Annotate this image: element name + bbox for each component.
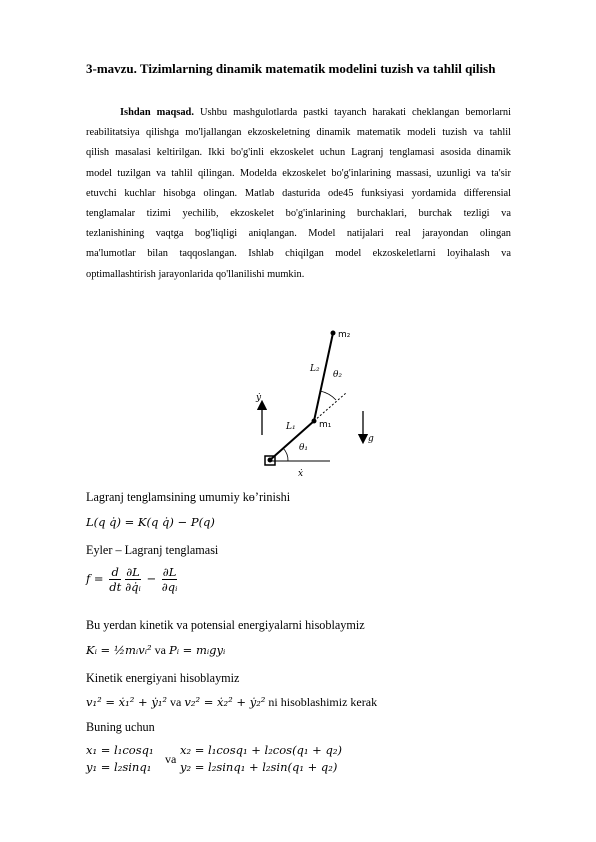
paragraph-line: model tuzilgan va tahlil qilingan. Modelda ekzoskelet bo'g'inlarining massasi, uzunligi va ta'sir <box>86 167 511 179</box>
lagrange-general-heading: Lagranj tenglamsining umumiy kө’rinishi <box>86 490 291 504</box>
label-theta2: θ₂ <box>333 370 343 380</box>
conjunction: va <box>165 752 177 766</box>
mass-1 <box>312 419 317 424</box>
energy-formulas <box>86 643 225 658</box>
paragraph-line: tezlanishining vaqtga bog'liqligi aniqlangan. Model natijalari real jarayondan olingan <box>86 228 511 240</box>
paragraph-line: reabilitatsiya qilishga mo'ljallangan ekzoskeletning dinamik matematik modeli tuzish va tahlil <box>86 127 511 139</box>
goal-lead: Ishdan maqsad. <box>120 107 194 118</box>
label-theta1: θ₁ <box>299 443 309 453</box>
lagrange-formula: L(q q̇) = K(q q̇) − P(q) <box>86 515 215 529</box>
label-y: ẏ <box>256 393 262 403</box>
potential-formula: Pᵢ = mᵢgyᵢ <box>168 643 226 657</box>
theta2-arc <box>320 391 336 400</box>
derivative-fraction <box>109 565 121 594</box>
kinetic-formula: Kᵢ = ½mᵢvᵢ² <box>86 643 152 657</box>
euler-lagrange-formula <box>86 565 179 594</box>
velocity-formulas <box>86 695 380 710</box>
partial-fraction-2 <box>162 565 178 594</box>
theta1-arc <box>283 448 288 461</box>
conjunction: va <box>170 695 182 709</box>
frac-den: ∂qᵢ <box>161 580 178 594</box>
goal-line-text: Ushbu mashgulotlarda pastki tayanch harakati cheklangan bemorlarni <box>199 107 511 118</box>
kinetic-heading: Kinetik energiyani hisoblaymiz <box>86 671 240 685</box>
label-g: g <box>368 434 374 444</box>
page-title: 3-mavzu. Tizimlarning dinamik matematik modelini tuzish va tahlil qilish <box>86 61 496 76</box>
frac-den: dt <box>109 580 122 594</box>
y2-formula: y₂ = l₂sinq₁ + l₂sin(q₁ + q₂) <box>180 760 338 774</box>
mass-2 <box>331 331 336 336</box>
frac-num: d <box>109 565 121 580</box>
conjunction: va <box>154 643 166 657</box>
frac-num: ∂L <box>126 565 140 579</box>
paragraph-line-1 <box>86 103 511 123</box>
euler-lagrange-heading: Eyler – Lagranj tenglamasi <box>86 543 219 557</box>
y1-formula: y₁ = l₂sinq₁ <box>86 760 152 774</box>
label-m2: m₂ <box>338 330 351 340</box>
euler-minus: − <box>146 571 157 586</box>
frac-den: ∂q̇ᵢ <box>125 580 141 594</box>
paragraph-line: etuvchi kuchlar hisobga olingan. Matlab dasturida ode45 funksiyasi yordamida differensial <box>86 187 511 199</box>
label-L1: L₁ <box>286 422 296 432</box>
label-L2: L₂ <box>310 364 320 374</box>
buning-uchun: Buning uchun <box>86 720 155 734</box>
two-link-diagram <box>250 325 400 480</box>
frac-num: ∂L <box>162 565 177 579</box>
x2-formula: x₂ = l₁cosq₁ + l₂cos(q₁ + q₂) <box>180 743 342 757</box>
label-m1: m₁ <box>319 420 332 430</box>
x1-formula: x₁ = l₁cosq₁ <box>86 743 154 757</box>
partial-fraction-1 <box>125 565 141 594</box>
label-x: ẋ <box>298 469 304 479</box>
v1-formula: v₁² = ẋ₁² + ẏ₁² <box>86 695 168 709</box>
euler-lhs: f = <box>86 571 104 586</box>
paragraph-line: ma'lumotlar bilan taqqoslangan. Ishlab chiqilgan model ekzoskeletlarni loyihalash va <box>86 248 511 260</box>
link-2 <box>314 333 333 421</box>
energy-heading: Bu yerdan kinetik va potensial energiyalarni hisoblaymiz <box>86 618 365 632</box>
paragraph-line: tenglamalar tizimi yechilib, ekzoskelet bo'g'inlarining burchaklari, burchak tezligi va <box>86 208 511 220</box>
v2-formula: v₂² = ẋ₂² + ẏ₂² <box>184 695 266 709</box>
paragraph-line: qilish masalasi keltirilgan. Ikki bo'g'inli ekzoskelet uchun Lagranj tenglamasi asosida dinamik <box>86 147 511 159</box>
goal-paragraph <box>86 103 511 285</box>
paragraph-line: optimallashtirish jarayonlarida qo'llanilishi mumkin. <box>86 268 305 280</box>
velocity-tail: ni hisoblashimiz kerak <box>268 695 378 709</box>
